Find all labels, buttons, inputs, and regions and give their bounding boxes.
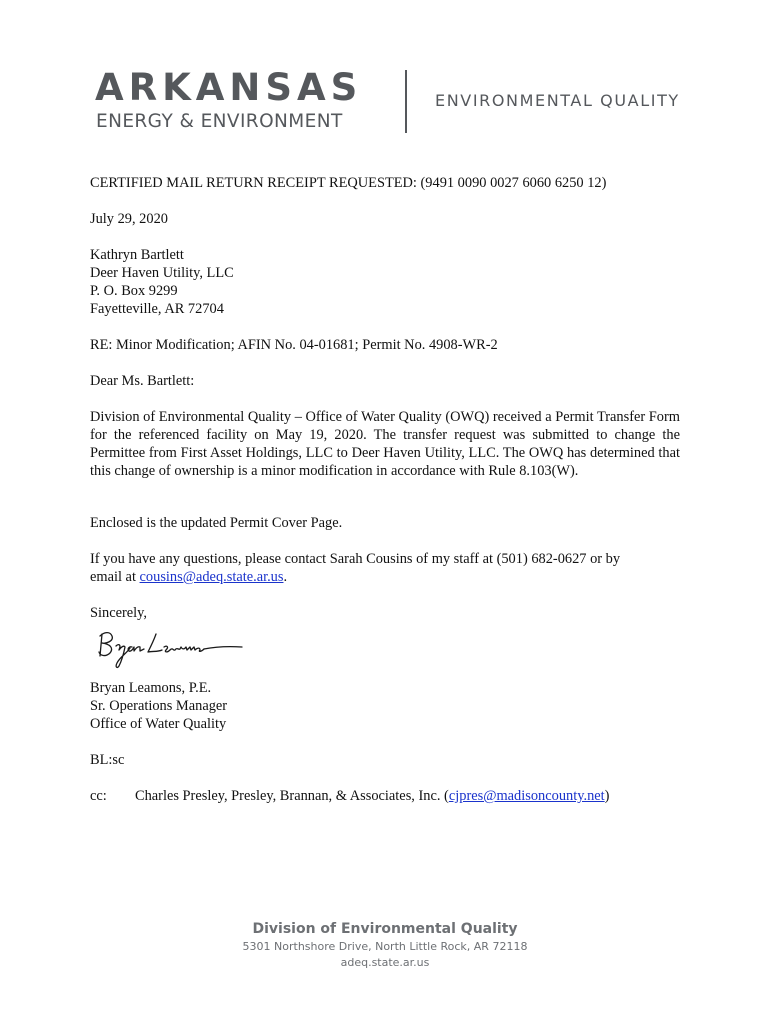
contact-email-link[interactable]: cousins@adeq.state.ar.us [139, 569, 284, 585]
recipient-name: Kathryn Bartlett [90, 247, 184, 263]
contact-email-prefix: email at [90, 569, 140, 585]
footer-website: adeq.state.ar.us [340, 956, 430, 969]
enclosed-line: Enclosed is the updated Permit Cover Page. [90, 515, 343, 531]
salutation: Dear Ms. Bartlett: [90, 373, 195, 389]
logo-division-name: ENVIRONMENTAL QUALITY [435, 91, 680, 110]
contact-line: If you have any questions, please contact Sarah Cousins of my staff at (501) 682-0627 or by [90, 551, 621, 567]
logo-arkansas: ARKANSAS [95, 66, 363, 109]
footer-address: 5301 Northshore Drive, North Little Rock, AR 72118 [242, 940, 528, 953]
recipient-po-box: P. O. Box 9299 [90, 283, 178, 299]
cc-label: cc: [90, 788, 107, 804]
re-line: RE: Minor Modification; AFIN No. 04-01681; Permit No. 4908-WR-2 [90, 337, 498, 353]
contact-email-line [90, 568, 287, 586]
logo-energy-environment: ENERGY & ENVIRONMENT [96, 111, 343, 132]
recipient-company: Deer Haven Utility, LLC [90, 265, 234, 281]
cc-text: Charles Presley, Presley, Brannan, & Associates, Inc. ( [135, 788, 449, 804]
body-paragraph: Division of Environmental Quality – Office of Water Quality (OWQ) received a Permit Transfer Form for the referenced facility on May 19, 2020. The transfer request was submitted to change the Permittee from First Asset Holdings, LLC to Deer Haven Utility, LLC. The OWQ has determined that this change of ownership is a minor modification in accordance with Rule 8.103(W). [90, 409, 680, 479]
closing: Sincerely, [90, 605, 148, 621]
certified-mail-line: CERTIFIED MAIL RETURN RECEIPT REQUESTED: (9491 0090 0027 6060 6250 12) [90, 175, 607, 191]
logo-divider [405, 70, 407, 133]
cc-close: ) [604, 788, 610, 804]
contact-email-suffix: . [283, 569, 288, 585]
cc-line [135, 787, 609, 805]
recipient-city: Fayetteville, AR 72704 [90, 301, 224, 317]
cc-email-link[interactable]: cjpres@madisoncounty.net [448, 788, 605, 804]
initials: BL:sc [90, 752, 125, 768]
signer-office: Office of Water Quality [90, 716, 227, 732]
signature-image [94, 626, 254, 672]
signer-title: Sr. Operations Manager [90, 698, 228, 714]
signer-name: Bryan Leamons, P.E. [90, 680, 212, 696]
letter-date: July 29, 2020 [90, 211, 168, 227]
footer-title: Division of Environmental Quality [252, 921, 518, 937]
